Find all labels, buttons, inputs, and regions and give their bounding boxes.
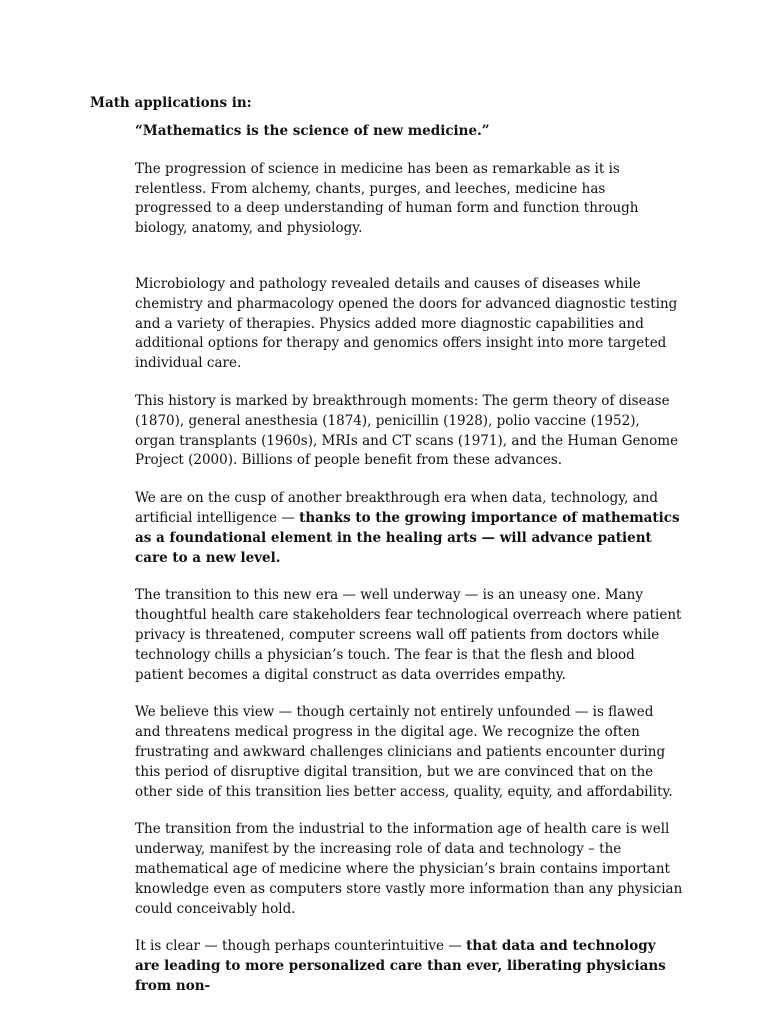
paragraph-1	[135, 160, 683, 239]
document-body	[135, 122, 683, 1015]
paragraph-5	[135, 586, 683, 685]
paragraph-text: We are on the cusp of another breakthrough era when data, technology, and artificial intelligence —	[135, 490, 659, 526]
paragraph-text: The transition to this new era — well underway — is an uneasy one. Many thoughtful health care stakeholders fear technological overreach where patient privacy is threatened, computer screens wall off patients from doctors while technology chills a physician’s touch. The fear is that the flesh and blood patient becomes a digital construct as data overrides empathy.	[135, 587, 682, 683]
paragraph-7	[135, 820, 683, 919]
paragraph-bold-text: thanks to the growing importance of mathematics as a foundational element in the healing arts — will advance patient care to a new level.	[135, 509, 680, 566]
document-heading: Math applications in:	[90, 95, 252, 111]
paragraph-4	[135, 489, 683, 568]
paragraph-bold-text: that data and technology are leading to more personalized care than ever, liberating physicians from non-	[135, 938, 666, 994]
paragraph-text: We believe this view — though certainly not entirely unfounded — is flawed and threatens medical progress in the digital age. We recognize the often frustrating and awkward challenges clinicians and patients encounter during this period of disruptive digital transition, but we are convinced that on the other side of this transition lies better access, quality, equity, and affordability.	[135, 704, 673, 800]
paragraph-8	[135, 937, 683, 996]
paragraph-2	[135, 275, 683, 374]
paragraph-3	[135, 392, 683, 471]
paragraph-text: The transition from the industrial to the information age of health care is well underway, manifest by the increasing role of data and technology – the mathematical age of medicine where the physician’s brain contains important knowledge even as computers store vastly more information than any physician could conceivably hold.	[135, 821, 683, 917]
paragraph-text: This history is marked by breakthrough moments: The germ theory of disease (1870), general anesthesia (1874), penicillin (1928), polio vaccine (1952), organ transplants (1960s), MRIs and CT scans (1971), and the Human Genome Project (2000). Billions of people benefit from these advances.	[135, 392, 679, 469]
paragraph-text: It is clear — though perhaps counterintuitive —	[135, 938, 467, 955]
pull-quote: “Mathematics is the science of new medicine.”	[135, 123, 490, 139]
paragraph-text: Microbiology and pathology revealed details and causes of diseases while chemistry and pharmacology opened the doors for advanced diagnostic testing and a variety of therapies. Physics added more diagnostic capabilities and additional options for therapy and genomics offers insight into more targeted individual care.	[135, 275, 678, 372]
paragraph-6	[135, 703, 683, 802]
paragraph-text: The progression of science in medicine has been as remarkable as it is relentless. From alchemy, chants, purges, and leeches, medicine has progressed to a deep understanding of human form and function through biology, anatomy, and physiology.	[135, 160, 639, 237]
